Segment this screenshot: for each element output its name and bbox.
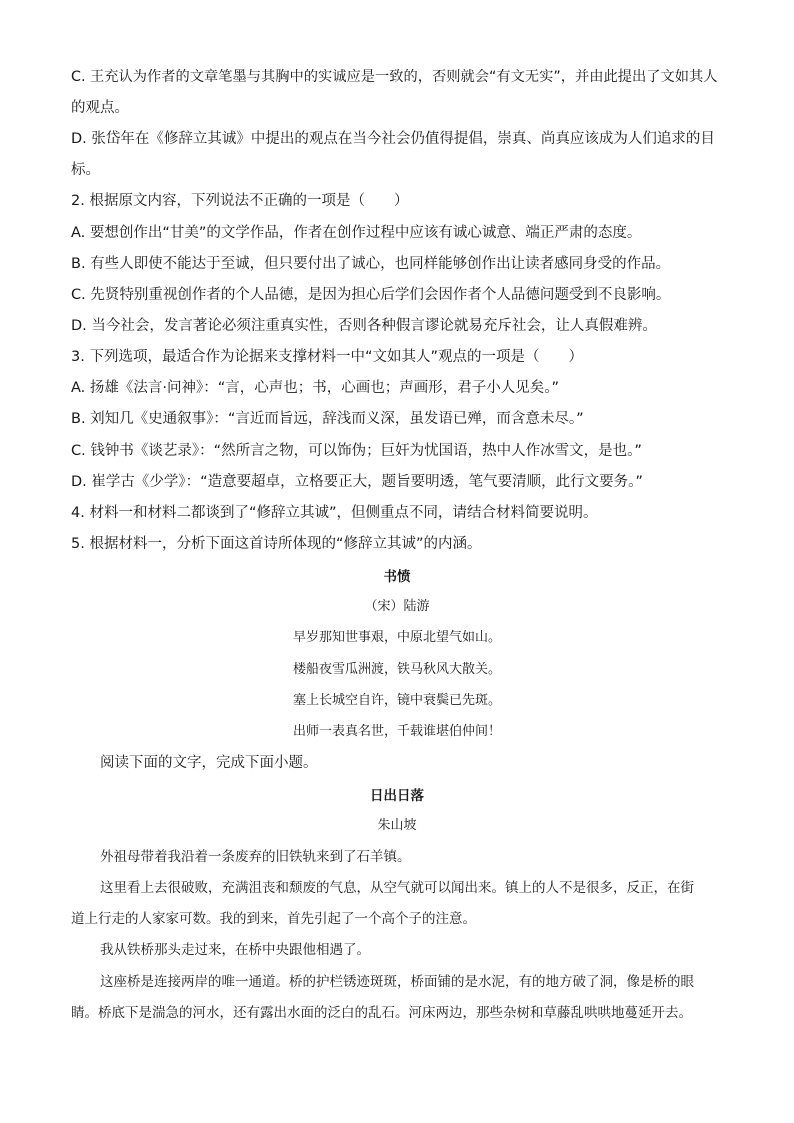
question-5: 5. 根据材料一，分析下面这首诗所体现的“修辞立其诚”的内涵。 xyxy=(71,536,482,552)
q2-option-c: C. 先贤特别重视创作者的个人品德，是因为担心后学们会因作者个人品德问题受到不良影响。 xyxy=(71,287,671,303)
story-paragraph-2-line-1: 这里看上去很破败，充满沮丧和颓废的气息，从空气就可以闻出来。镇上的人不是很多，反正，在街 xyxy=(100,880,694,896)
q2-option-a: A. 要想创作出“甘美”的文学作品，作者在创作过程中应该有诚心诚意、端正严肃的态度。 xyxy=(71,225,642,241)
q2-option-d: D. 当今社会，发言著论必须注重真实性，否则各种假言谬论就易充斥社会，让人真假难辨。 xyxy=(71,318,657,334)
poem-verse-3: 塞上长城空自许，镜中衰鬓已先斑。 xyxy=(292,693,501,708)
reading-instruction: 阅读下面的文字，完成下面小题。 xyxy=(100,755,318,771)
q2-option-b: B. 有些人即使不能达于至诚，但只要付出了诚心，也同样能够创作出让读者感同身受的作品。 xyxy=(71,256,671,272)
q3-option-c: C. 钱钟书《谈艺录》：“然所言之物，可以饰伪；巨奸为忧国语，热中人作冰雪文，是也。” xyxy=(71,443,642,459)
question-3: 3. 下列选项，最适合作为论据来支撑材料一中“文如其人”观点的一项是（ ） xyxy=(71,349,583,365)
question-2: 2. 根据原文内容，下列说法不正确的一项是（ ） xyxy=(71,193,409,209)
option-c-line-1: C. 王充认为作者的文章笔墨与其胸中的实诚应是一致的，否则就会“有文无实”，并由此提出了文如其人 xyxy=(71,69,718,85)
poem-verse-1: 早岁那知世事艰，中原北望气如山。 xyxy=(292,630,501,645)
q3-option-b: B. 刘知几《史通叙事》：“言近而旨远，辞浅而义深，虽发语已殚，而含意未尽。” xyxy=(71,411,584,427)
q3-option-d: D. 崔学古《少学》：“造意要超卓，立格要正大，题旨要明透，笔气要清顺，此行文要务。” xyxy=(71,474,643,490)
poem-verse-4: 出师一表真名世，千载谁堪伯仲间！ xyxy=(292,724,501,739)
story-paragraph-4-line-1: 这座桥是连接两岸的唯一通道。桥的护栏锈迹斑斑，桥面铺的是水泥，有的地方破了洞，像是桥的眼 xyxy=(100,974,694,990)
option-c-line-2: 的观点。 xyxy=(71,100,129,116)
story-paragraph-2-line-2: 道上行走的人家家可数。我的到来，首先引起了一个高个子的注意。 xyxy=(71,911,476,927)
poem-title: 书愤 xyxy=(383,569,411,585)
story-author: 朱山坡 xyxy=(377,818,417,833)
poem-verse-2: 楼船夜雪瓜洲渡，铁马秋风大散关。 xyxy=(292,662,501,677)
story-paragraph-3: 我从铁桥那头走过来，在桥中央跟他相遇了。 xyxy=(100,942,370,958)
story-paragraph-1: 外祖母带着我沿着一条废弃的旧铁轨来到了石羊镇。 xyxy=(100,849,411,865)
q3-option-a: A. 扬雄《法言·问神》：“言，心声也；书，心画也；声画形，君子小人见矣。” xyxy=(71,380,560,396)
story-paragraph-4-line-2: 睛。桥底下是湍急的河水，还有露出水面的泛白的乱石。河床两边，那些杂树和草藤乱哄哄地蔓延开去。 xyxy=(71,1005,692,1021)
poem-author: （宋）陆游 xyxy=(364,599,430,614)
question-4: 4. 材料一和材料二都谈到了“修辞立其诚”，但侧重点不同，请结合材料简要说明。 xyxy=(71,505,598,521)
option-d-line-2: 标。 xyxy=(71,162,100,178)
option-d-line-1: D. 张岱年在《修辞立其诚》中提出的观点在当今社会仍值得提倡，崇真、尚真应该成为人们追求的目 xyxy=(71,131,715,147)
story-title: 日出日落 xyxy=(370,788,424,804)
